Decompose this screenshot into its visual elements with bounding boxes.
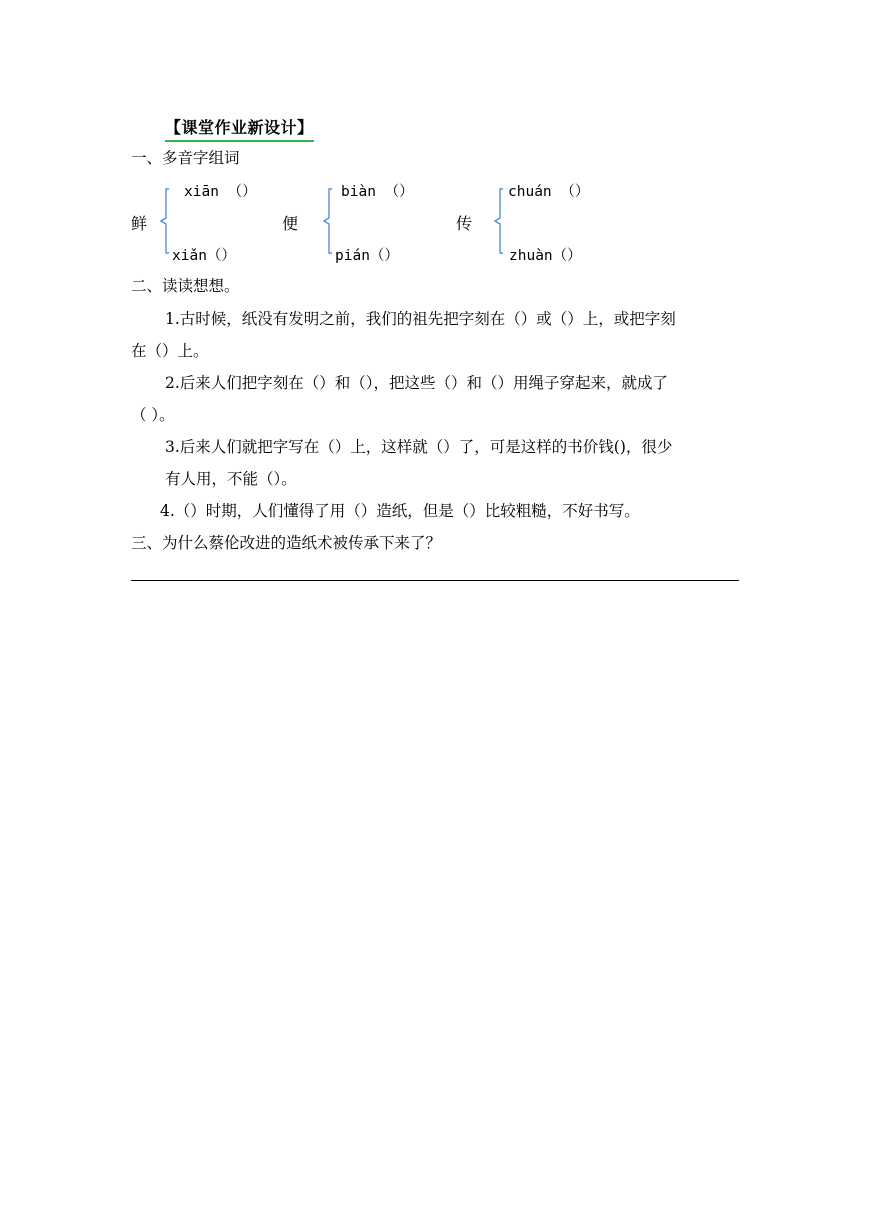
brace-icon	[323, 188, 335, 254]
pinyin-reading-bottom: pián（）	[335, 248, 399, 264]
question-2-line-2: （ ）。	[131, 406, 175, 424]
polyphone-char: 鲜	[131, 214, 148, 233]
question-1-line-2: 在（）上。	[131, 342, 209, 360]
question-4-line-1: 4.（）时期，人们懂得了用（）造纸，但是（）比较粗糙，不好书写。	[160, 502, 640, 520]
answer-line[interactable]	[131, 580, 739, 581]
question-3-line-1: 3.后来人们就把字写在（）上，这样就（）了，可是这样的书价钱()，很少	[165, 438, 673, 456]
question-2-line-1: 2.后来人们把字刻在（）和（），把这些（）和（）用绳子穿起来，就成了	[165, 374, 669, 392]
section3-heading: 三、为什么蔡伦改进的造纸术被传承下来了？	[131, 534, 442, 552]
question-3-line-2: 有人用，不能（）。	[165, 470, 297, 488]
section2-heading: 二、读读想想。	[131, 277, 240, 295]
brace-icon	[160, 188, 172, 254]
pinyin-reading-top: biàn （）	[341, 184, 414, 200]
worksheet-title: 【课堂作业新设计】	[165, 115, 314, 142]
pinyin-reading-top: xiān （）	[184, 184, 257, 200]
question-1-line-1: 1.古时候，纸没有发明之前，我们的祖先把字刻在（）或（）上，或把字刻	[165, 310, 676, 328]
pinyin-reading-bottom: zhuàn（）	[509, 248, 582, 264]
pinyin-reading-bottom: xiǎn（）	[172, 248, 236, 264]
polyphone-char: 传	[456, 214, 473, 233]
polyphone-char: 便	[282, 214, 299, 233]
brace-icon	[494, 188, 506, 254]
pinyin-reading-top: chuán （）	[508, 184, 590, 200]
section1-heading: 一、多音字组词	[131, 149, 240, 167]
